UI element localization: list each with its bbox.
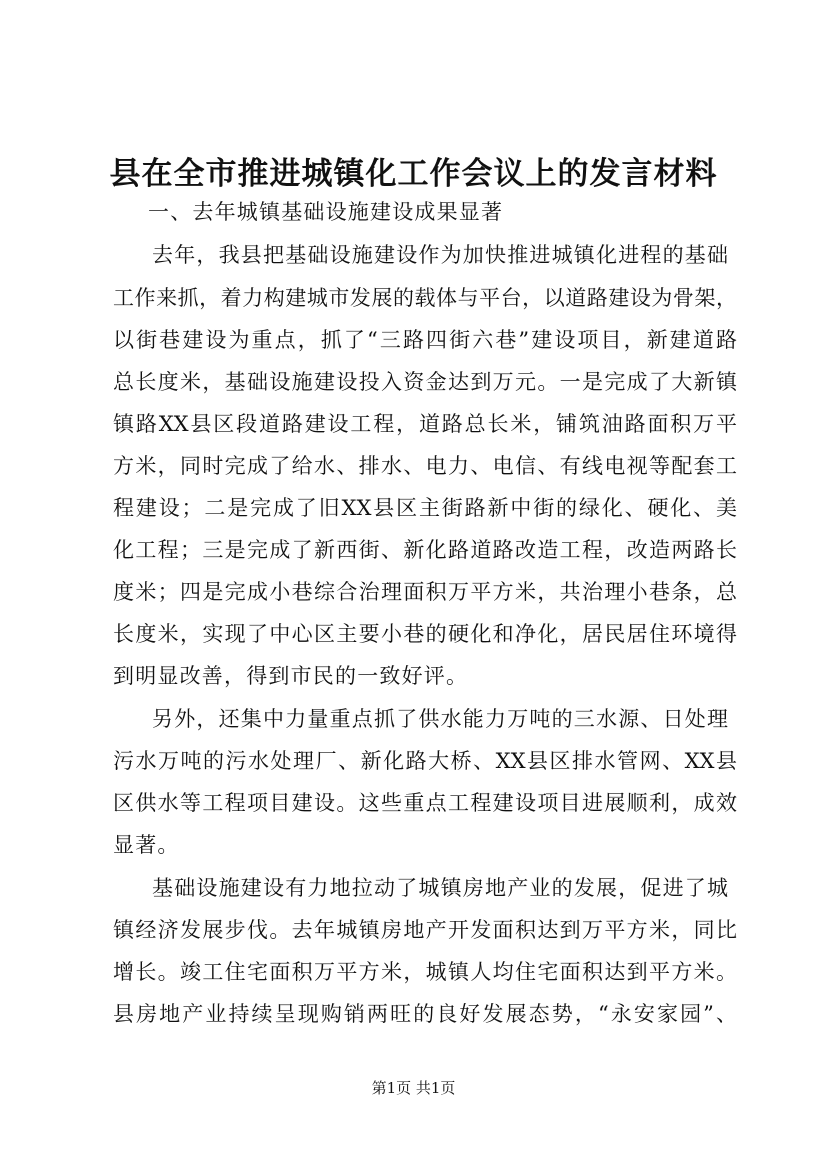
paragraph-1-line: 以街巷建设为重点，抓了“三路四街六巷”建设项目，新建道路 — [113, 328, 737, 352]
paragraph-3-line: 增长。竣工住宅面积万平方米，城镇人均住宅面积达到平方米。 — [113, 960, 737, 984]
paragraph-1-line: 方米，同时完成了给水、排水、电力、电信、有线电视等配套工 — [113, 454, 737, 478]
document-title: 县在全市推进城镇化工作会议上的发言材料 — [109, 156, 718, 192]
page-number-footer: 第1页 共1页 — [371, 1079, 456, 1097]
paragraph-1-line: 程建设；二是完成了旧XX县区主街路新中街的绿化、硬化、美 — [113, 496, 737, 520]
paragraph-3-line: 县房地产业持续呈现购销两旺的良好发展态势，“永安家园”、 — [113, 1002, 737, 1026]
paragraph-3-line: 基础设施建设有力地拉动了城镇房地产业的发展，促进了城 — [152, 876, 730, 900]
paragraph-1-line: 度米；四是完成小巷综合治理面积万平方米，共治理小巷条，总 — [113, 580, 737, 604]
paragraph-2-line: 区供水等工程项目建设。这些重点工程建设项目进展顺利，成效 — [113, 791, 737, 815]
section-heading: 一、去年城镇基础设施建设成果显著 — [148, 200, 504, 224]
paragraph-1-line: 工作来抓，着力构建城市发展的载体与平台，以道路建设为骨架， — [113, 286, 737, 310]
paragraph-3-line: 镇经济发展步伐。去年城镇房地产开发面积达到万平方米，同比 — [113, 918, 737, 942]
paragraph-1-line: 化工程；三是完成了新西街、新化路道路改造工程，改造两路长 — [113, 538, 737, 562]
paragraph-2-line: 显著。 — [113, 833, 180, 857]
paragraph-1-line: 总长度米，基础设施建设投入资金达到万元。一是完成了大新镇 — [113, 370, 737, 394]
paragraph-1-line: 去年，我县把基础设施建设作为加快推进城镇化进程的基础 — [152, 243, 730, 267]
paragraph-1-line: 到明显改善，得到市民的一致好评。 — [113, 664, 469, 688]
paragraph-2-line: 另外，还集中力量重点抓了供水能力万吨的三水源、日处理 — [152, 707, 730, 731]
paragraph-1-line: 长度米，实现了中心区主要小巷的硬化和净化，居民居住环境得 — [113, 622, 737, 646]
paragraph-2-line: 污水万吨的污水处理厂、新化路大桥、XX县区排水管网、XX县 — [113, 749, 737, 773]
paragraph-1-line: 镇路XX县区段道路建设工程，道路总长米，铺筑油路面积万平 — [113, 412, 737, 436]
